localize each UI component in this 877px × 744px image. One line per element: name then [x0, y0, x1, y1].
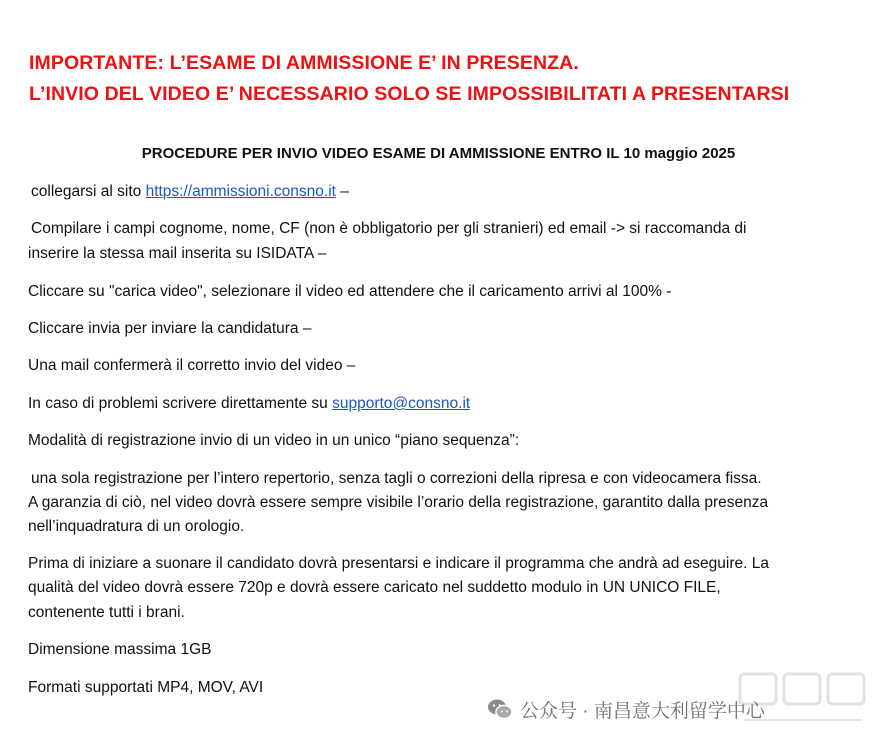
watermark — [486, 692, 765, 726]
intro-line-2: qualità del video dovrà essere 720p e dovrà essere caricato nel suddetto modulo in UN UNICO FILE, — [28, 579, 721, 596]
intro-line-1: Prima di iniziare a suonare il candidato dovrà presentarsi e indicare il programma che andrà ad eseguire. La — [28, 555, 769, 572]
max-size: Dimensione massima 1GB — [28, 641, 212, 658]
step-problems-prefix: In caso di problemi scrivere direttamente su — [28, 395, 333, 412]
step-confirm: Una mail confermerà il corretto invio del video – — [28, 357, 356, 374]
step-fields-line-1: Compilare i campi cognome, nome, CF (non è obbligatorio per gli stranieri) ed email -> si raccomanda di — [31, 220, 747, 237]
recording-rules-line-3: nell’inquadratura di un orologio. — [28, 518, 245, 535]
step-site — [31, 182, 349, 202]
step-fields-line-2: inserire la stessa mail inserita su ISIDATA – — [28, 245, 327, 262]
intro-line-3: contenente tutti i brani. — [28, 604, 185, 621]
wechat-icon — [486, 695, 514, 723]
step-send: Cliccare invia per inviare la candidatura – — [28, 320, 312, 337]
watermark-text: 公众号 · 南昌意大利留学中心 — [520, 700, 765, 722]
recording-mode: Modalità di registrazione invio di un video in un unico “piano sequenza”: — [28, 432, 520, 449]
step-site-suffix: – — [335, 183, 349, 200]
warning-line-2: L’INVIO DEL VIDEO E’ NECESSARIO SOLO SE IMPOSSIBILITATI A PRESENTARSI — [29, 83, 790, 105]
step-upload: Cliccare su "carica video", selezionare il video ed attendere che il caricamento arrivi al 100% - — [28, 283, 672, 300]
supported-formats: Formati supportati MP4, MOV, AVI — [28, 679, 264, 696]
recording-rules-line-1: una sola registrazione per l’intero repertorio, senza tagli o correzioni della ripresa e con videocamera fissa. — [31, 470, 762, 487]
step-site-prefix: collegarsi al sito — [31, 183, 146, 200]
admissions-site-link[interactable]: https://ammissioni.consno.it — [145, 183, 336, 200]
recording-rules-line-2: A garanzia di ciò, nel video dovrà essere sempre visibile l’orario della registrazione, garantito dalla presenza — [28, 494, 769, 511]
support-email-link[interactable]: supporto@consno.it — [332, 395, 471, 412]
warning-line-1: IMPORTANTE: L’ESAME DI AMMISSIONE E’ IN PRESENZA. — [29, 52, 579, 74]
procedure-heading: PROCEDURE PER INVIO VIDEO ESAME DI AMMISSIONE ENTRO IL 10 maggio 2025 — [141, 145, 736, 162]
step-problems — [28, 394, 470, 414]
